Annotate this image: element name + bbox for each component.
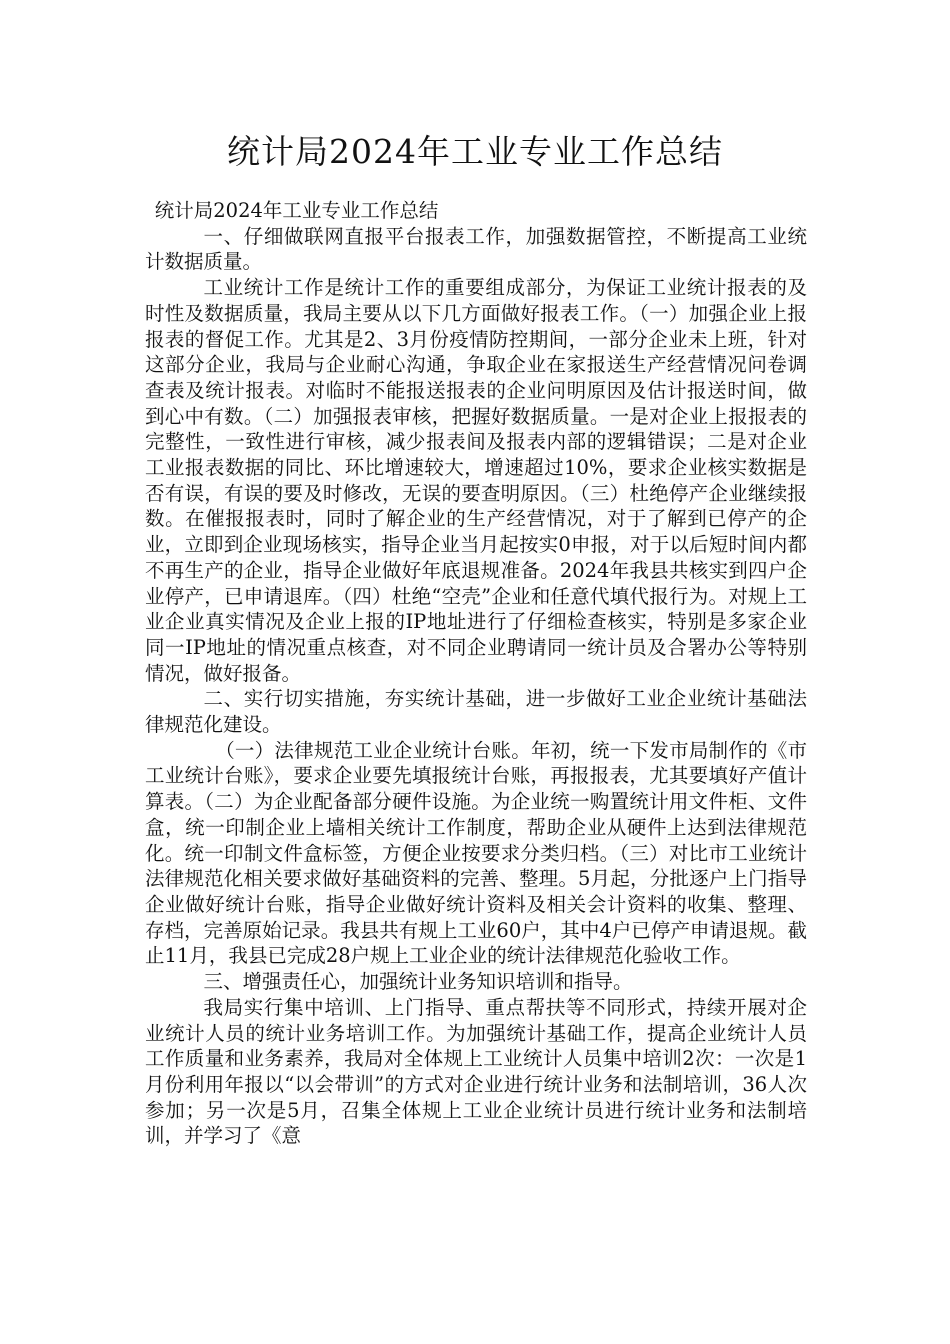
body-paragraph: 我局实行集中培训、上门指导、重点帮扶等不同形式，持续开展对企业统计人员的统计业务培训工作。为加强统计基础工作，提高企业统计人员工作质量和业务素养，我局对全体规上工业统计人员集中培训2次：一次是1月份利用年报以“以会带训”的方式对企业进行统计业务和法制培训，36人次参加；另一次是5月，召集全体规上工业企业统计员进行统计业务和法制培训，并学习了《意 [145,995,807,1148]
document-title: 统计局2024年工业专业工作总结 [227,132,723,171]
section-heading-2: 二、实行切实措施，夯实统计基础，进一步做好工业企业统计基础法律规范化建设。 [145,687,807,737]
document-body [145,198,807,1149]
section-heading-3: 三、增强责任心，加强统计业务知识培训和指导。 [203,970,633,994]
document-subtitle: 统计局2024年工业专业工作总结 [154,199,439,222]
section-heading-1: 一、仔细做联网直报平台报表工作，加强数据管控，不断提高工业统计数据质量。 [145,224,807,274]
body-paragraph: 工业统计工作是统计工作的重要组成部分，为保证工业统计报表的及时性及数据质量，我局主要从以下几方面做好报表工作。（一）加强企业上报报表的督促工作。尤其是2、3月份疫情防控期间，一部分企业未上班，针对这部分企业，我局与企业耐心沟通，争取企业在家报送生产经营情况问卷调查表及统计报表。对临时不能报送报表的企业问明原因及估计报送时间，做到心中有数。（二）加强报表审核，把握好数据质量。一是对企业上报报表的完整性，一致性进行审核，减少报表间及报表内部的逻辑错误；二是对企业工业报表数据的同比、环比增速较大，增速超过10%，要求企业核实数据是否有误，有误的要及时修改，无误的要查明原因。（三）杜绝停产企业继续报数。在催报报表时，同时了解企业的生产经营情况，对于了解到已停产的企业，立即到企业现场核实，指导企业当月起按实0申报，对于以后短时间内都不再生产的企业，指导企业做好年底退规准备。2024年我县共核实到四户企业停产，已申请退库。（四）杜绝“空壳”企业和任意代填代报行为。对规上工业企业真实情况及企业上报的IP地址进行了仔细检查核实，特别是多家企业同一IP地址的情况重点核查，对不同企业聘请同一统计员及合署办公等特别情况，做好报备。 [145,276,807,685]
body-paragraph: （一）法律规范工业企业统计台账。年初，统一下发市局制作的《市工业统计台账》，要求企业要先填报统计台账，再报报表，尤其要填好产值计算表。（二）为企业配备部分硬件设施。为企业统一购置统计用文件柜、文件盒，统一印制企业上墙相关统计工作制度，帮助企业从硬件上达到法律规范化。统一印制文件盒标签，方便企业按要求分类归档。（三）对比市工业统计法律规范化相关要求做好基础资料的完善、整理。5月起，分批逐户上门指导企业做好统计台账，指导企业做好统计资料及相关会计资料的收集、整理、存档，完善原始记录。我县共有规上工业60户，其中4户已停产申请退规。截止11月，我县已完成28户规上工业企业的统计法律规范化验收工作。 [145,738,807,968]
